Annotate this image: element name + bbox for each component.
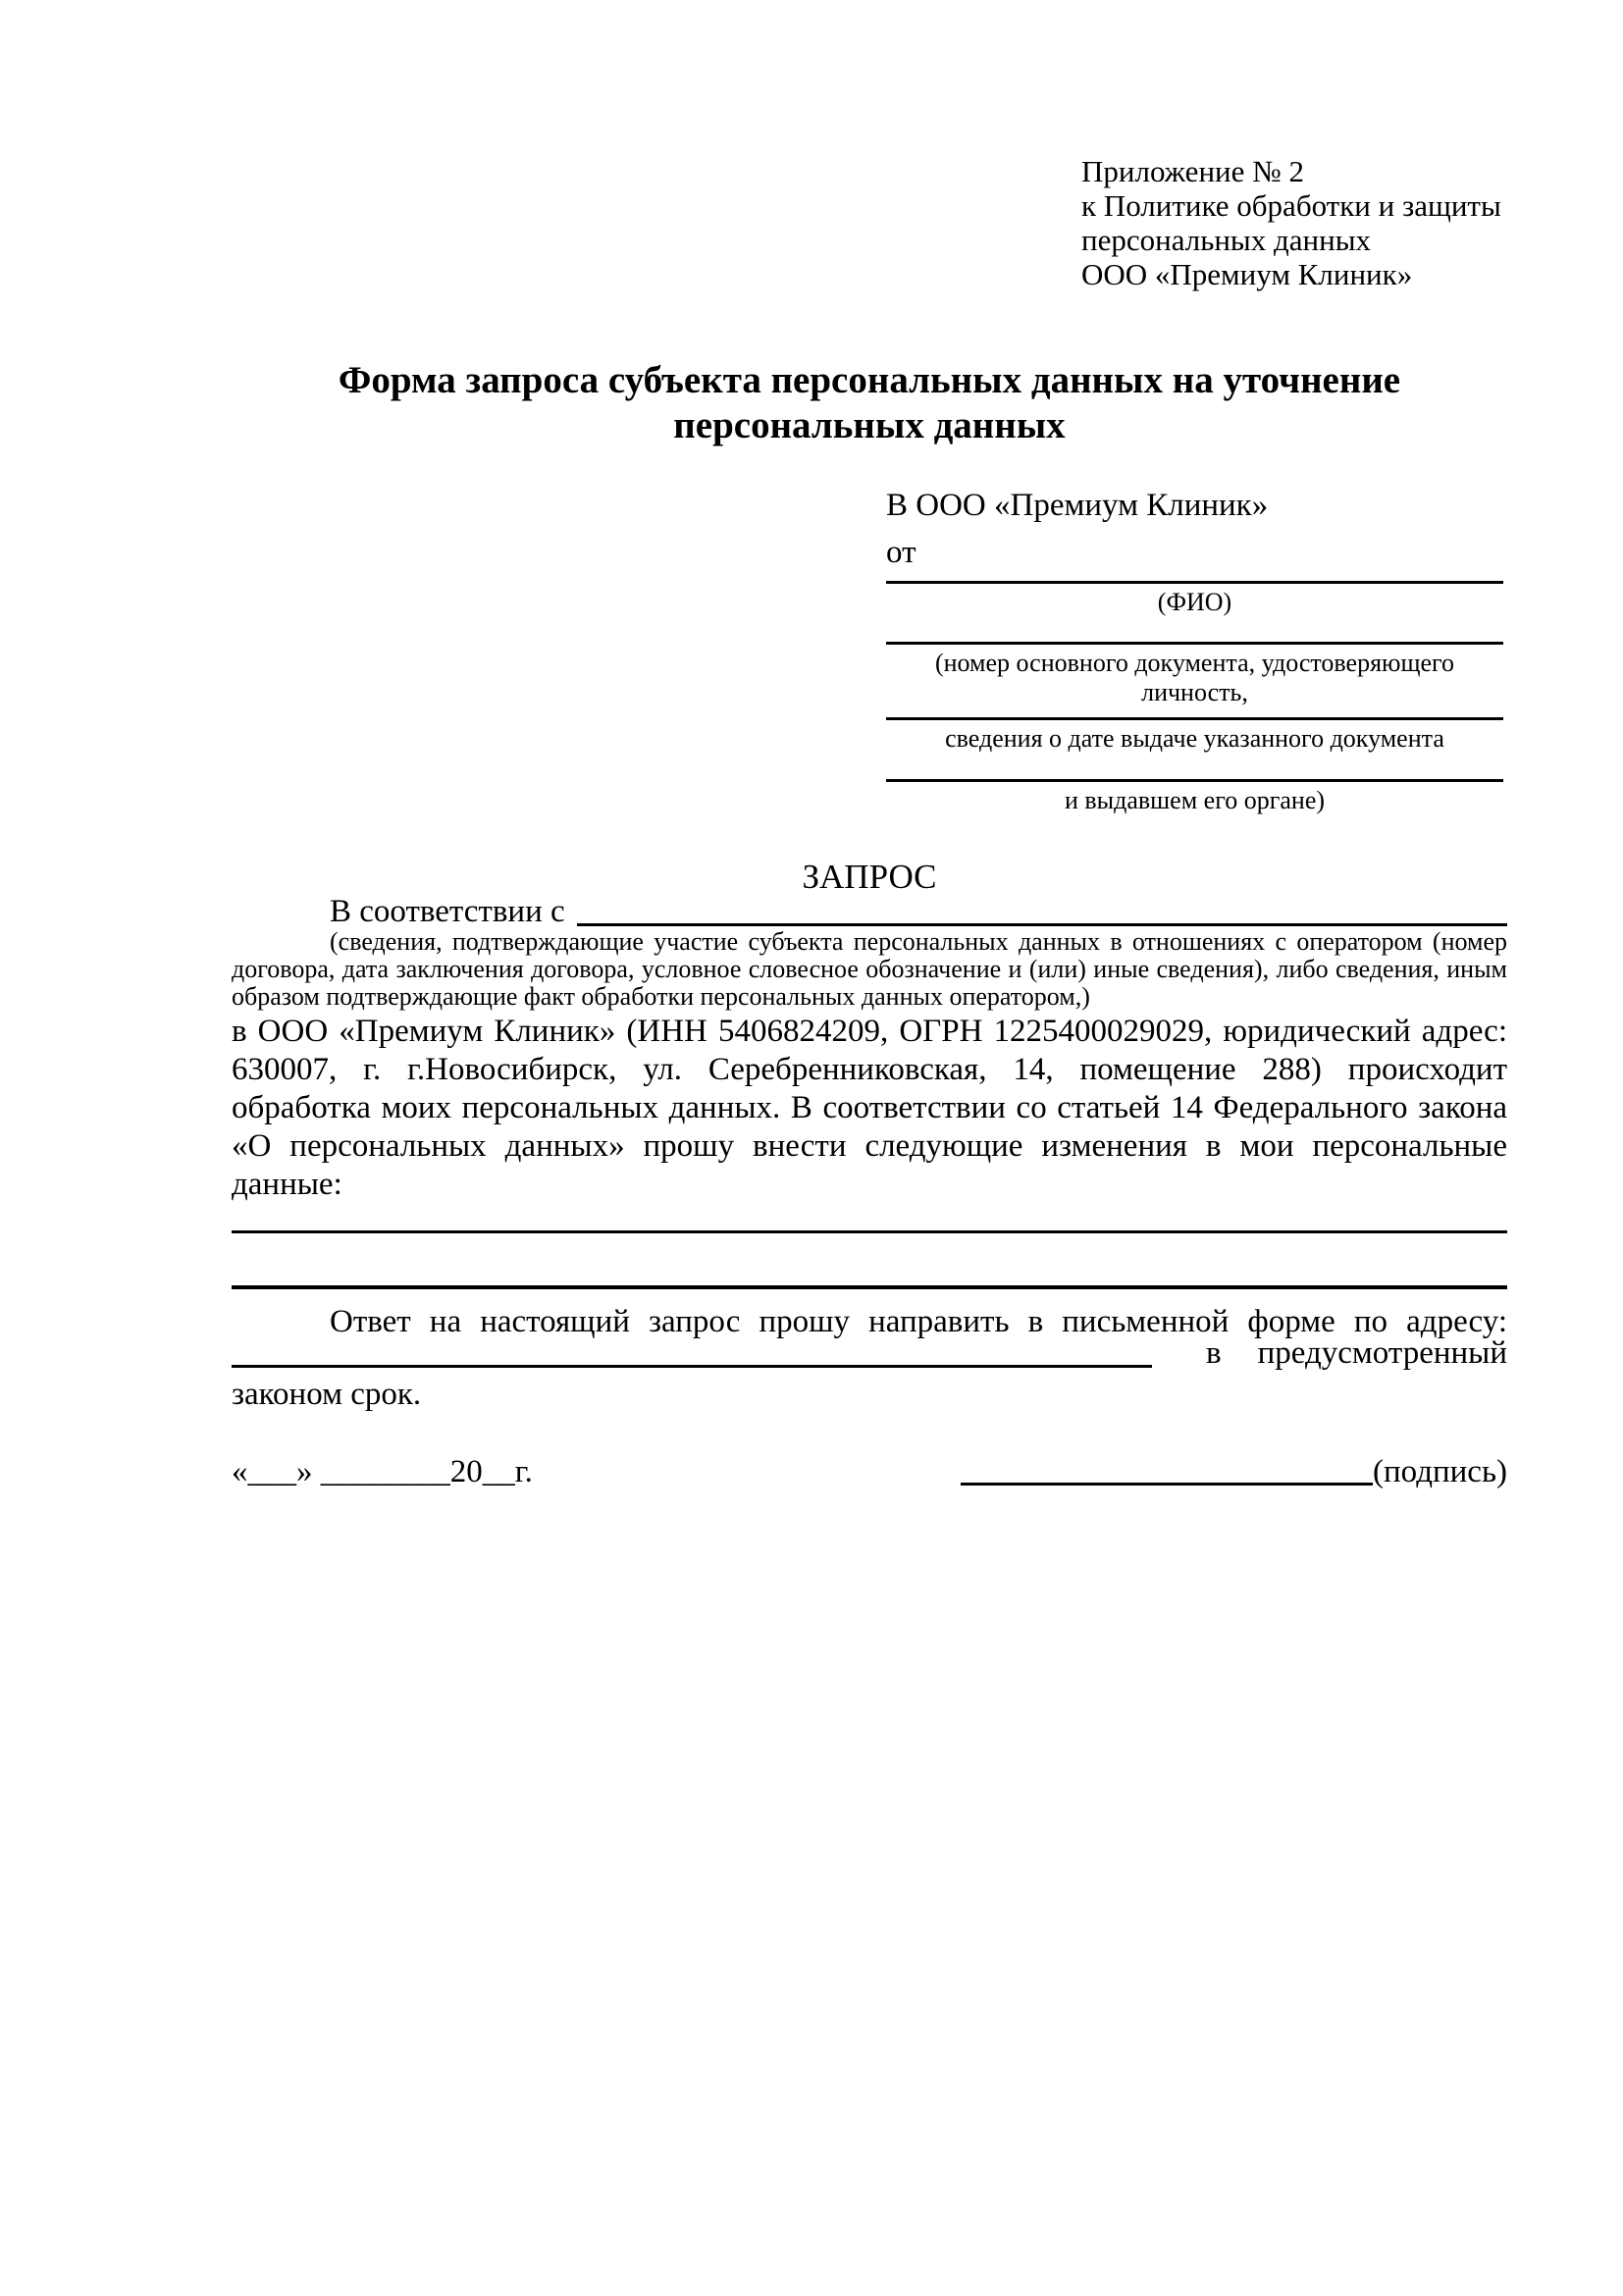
issuing-authority-blank-field — [886, 779, 1503, 815]
document-title-text: Форма запроса субъекта персональных данных на уточнение персональных данных — [338, 359, 1401, 446]
basis-prefix: В соответствии с — [330, 894, 565, 929]
appendix-line-3: персональных данных — [1081, 223, 1372, 257]
issue-date-blank-field — [886, 717, 1503, 754]
main-paragraph: в ООО «Премиум Клиник» (ИНН 5406824209, ОГРН 1225400029029, юридический адрес: 630007, г. г.Новосибирск, ул. Серебренниковская, 14, помещение 288) происходит обработка моих персональных данных. В соответствии со статьей 14 Федерального закона «О персональных данных» прошу внести следующие изменения в мои персональные данные: — [232, 1014, 1507, 1202]
fio-field-label: (ФИО) — [1157, 588, 1232, 616]
request-heading: ЗАПРОС — [802, 858, 937, 896]
signature-blank-line — [961, 1483, 1373, 1486]
answer-request-paragraph: Ответ на настоящий запрос прошу направить в письменной форме по адресу: — [330, 1304, 1507, 1339]
basis-line — [232, 893, 1507, 930]
appendix-line-4: ООО «Премиум Клиник» — [1081, 257, 1413, 291]
appendix-header — [1081, 154, 1501, 291]
basis-blank-line — [577, 893, 1507, 926]
answer-word-v: в — [1206, 1335, 1222, 1371]
signature-label: (подпись) — [1373, 1454, 1507, 1489]
changes-blank-line-1 — [232, 1230, 1507, 1233]
addressee-from-label: от — [886, 535, 916, 570]
appendix-line-2: к Политике обработки и защиты — [1081, 188, 1501, 223]
basis-note: (сведения, подтверждающие участие субъекта персональных данных в отношениях с оператором (номер договора, дата заключения договора, условное словесное обозначение и (или) иные сведения), либо сведения, иным образом подтверждающие факт обработки персональных данных оператором,) — [232, 927, 1507, 1011]
document-number-field-label: (номер основного документа, удостоверяющего личность, — [934, 649, 1455, 706]
footer-spacer — [533, 1452, 961, 1491]
addressee-organization: В ООО «Премиум Клиник» — [886, 488, 1269, 523]
address-blank-line — [232, 1365, 1152, 1368]
fio-blank-field — [886, 581, 1503, 617]
issue-date-field-label: сведения о дате выдаче указанного документа — [945, 724, 1444, 753]
answer-word-predusmotrennyj: предусмотренный — [1257, 1335, 1507, 1371]
date-signature-row — [232, 1452, 1507, 1491]
document-number-blank-field — [886, 642, 1503, 707]
answer-address-line — [232, 1334, 1507, 1372]
changes-blank-line-2 — [232, 1285, 1507, 1289]
date-blank: «___» ________20__г. — [232, 1454, 533, 1489]
answer-tail: законом срок. — [232, 1377, 422, 1412]
first-line-indent — [232, 893, 330, 930]
document-title — [232, 358, 1507, 448]
appendix-line-1: Приложение № 2 — [1081, 154, 1304, 188]
issuing-authority-field-label: и выдавшем его органе) — [1064, 786, 1326, 814]
